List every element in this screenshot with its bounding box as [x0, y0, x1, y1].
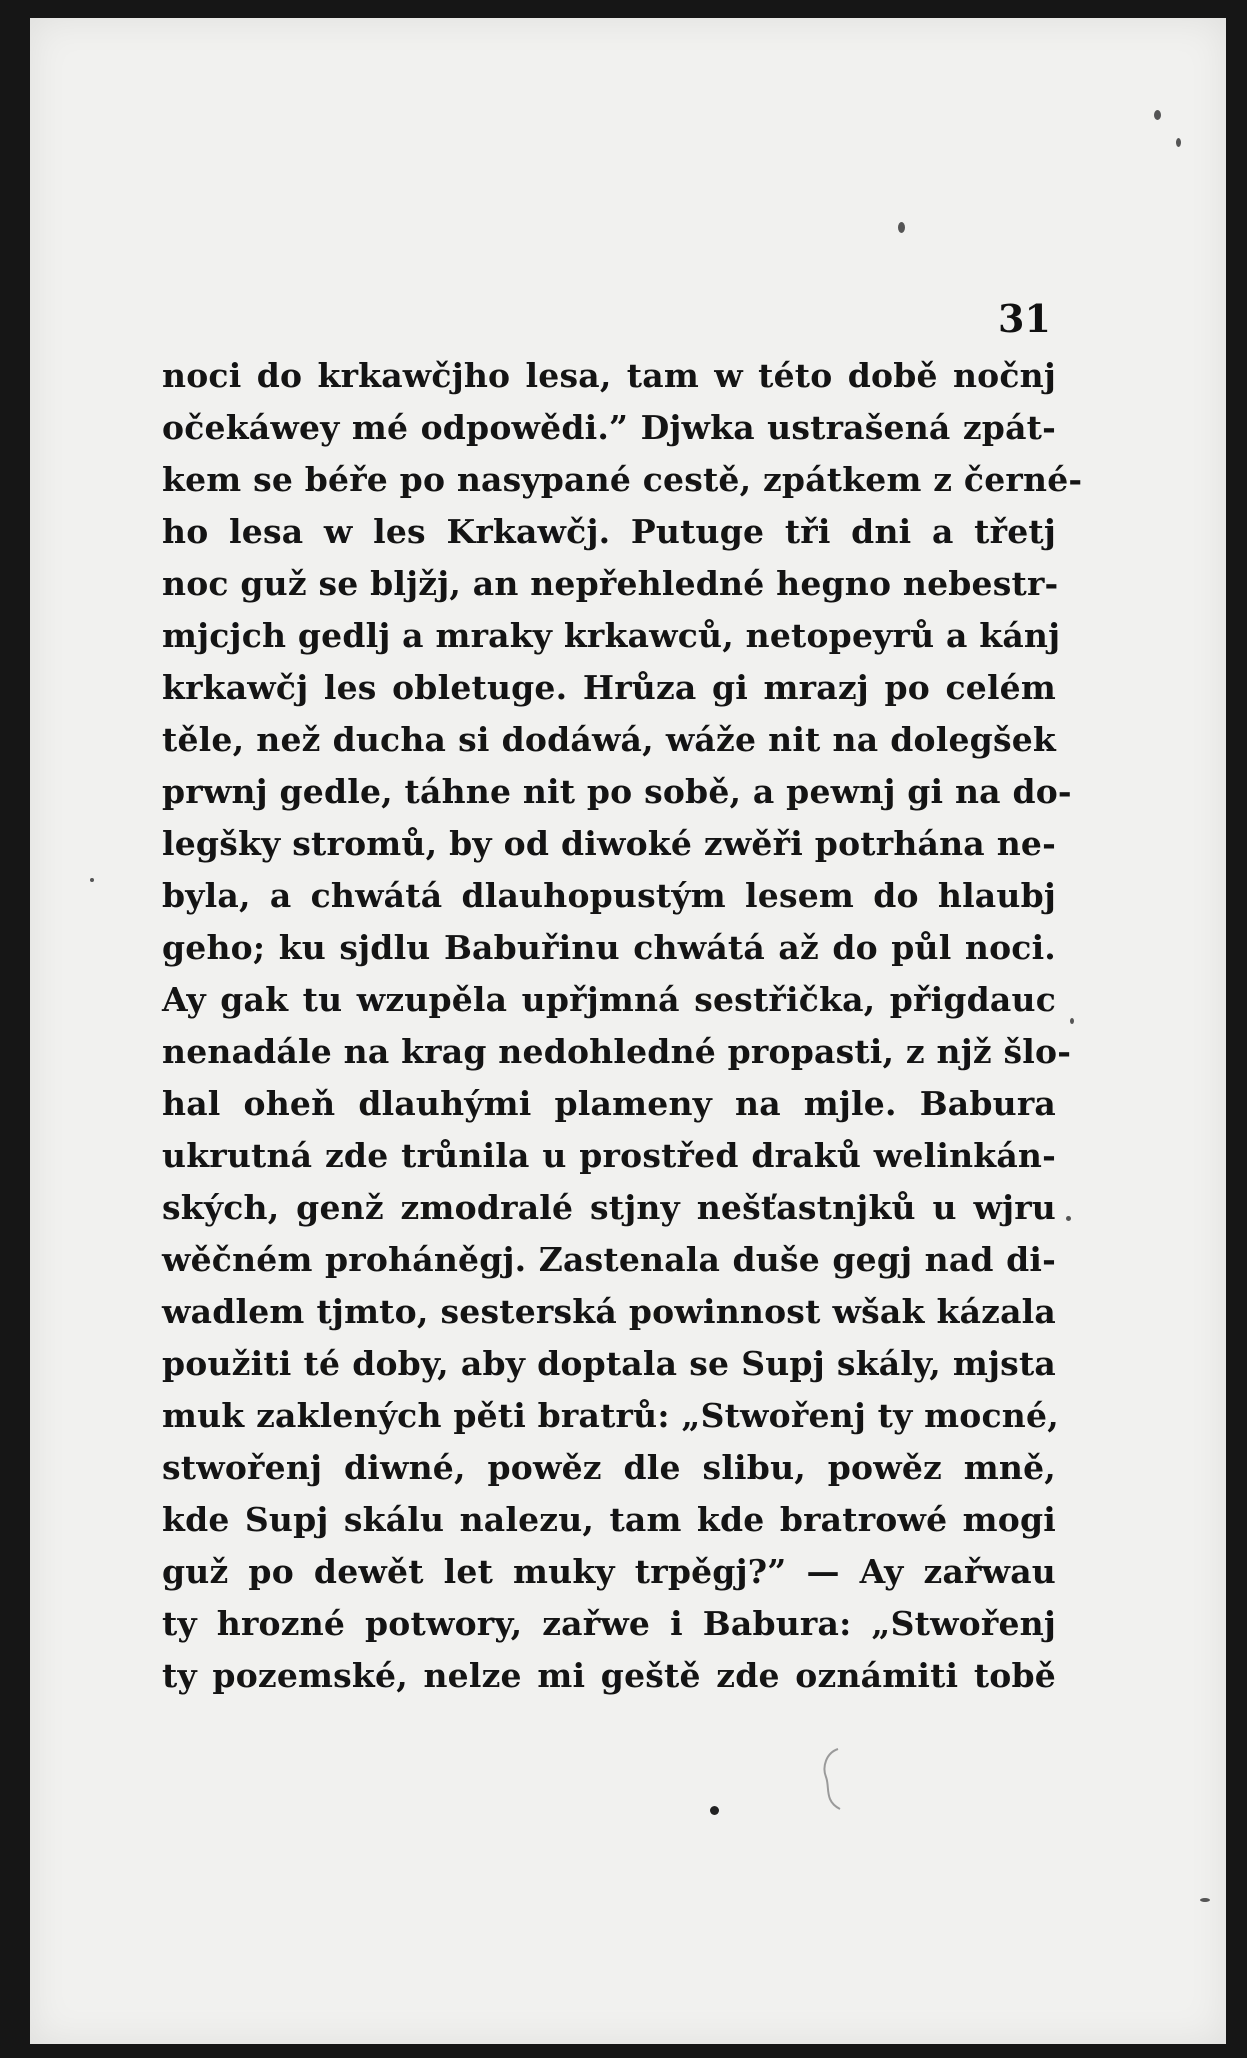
text-line: ukrutná zde trůnila u prostřed draků welinkán-: [162, 1136, 1056, 1175]
pencil-mark: [816, 1743, 850, 1815]
text-line: guž po dewět let muky trpěgj?” — Ay zařwau: [162, 1552, 1056, 1591]
text-line: očekáwey mé odpowědi.” Djwka ustrašená zpát-: [162, 408, 1056, 447]
scan-speck: [1176, 138, 1181, 147]
text-line: wadlem tjmto, sesterská powinnost wšak kázala: [162, 1292, 1056, 1331]
text-line: použiti té doby, aby doptala se Supj skály, mjsta: [162, 1344, 1056, 1383]
text-line: byla, a chwátá dlauhopustým lesem do hlaubj: [162, 876, 1056, 915]
text-line: stwořenj diwné, powěz dle slibu, powěz mně,: [162, 1448, 1056, 1487]
text-line: Ay gak tu wzupěla upřjmná sestřička, přigdauc: [162, 980, 1056, 1019]
text-line: kem se béře po nasypané cestě, zpátkem z černé-: [162, 460, 1083, 499]
scan-speck: [1066, 1216, 1071, 1221]
text-line: geho; ku sjdlu Babuřinu chwátá až do půl noci.: [162, 928, 1056, 967]
text-line: ských, genž zmodralé stjny nešťastnjků u wjru: [162, 1188, 1056, 1227]
scan-speck: [1200, 1898, 1210, 1902]
scan-speck: [1154, 110, 1161, 120]
text-line: krkawčj les obletuge. Hrůza gi mrazj po celém: [162, 668, 1056, 707]
text-line: ty hrozné potwory, zařwe i Babura: „Stwořenj: [162, 1604, 1056, 1643]
book-page: [30, 18, 1226, 2044]
text-line: těle, než ducha si dodáwá, wáže nit na dolegšek: [162, 720, 1056, 759]
text-line: prwnj gedle, táhne nit po sobě, a pewnj gi na do-: [162, 772, 1072, 811]
text-line: muk zaklených pěti bratrů: „Stwořenj ty mocné,: [162, 1396, 1059, 1435]
text-line: ho lesa w les Krkawčj. Putuge tři dni a třetj: [162, 512, 1056, 551]
body-text: [162, 350, 1083, 1702]
text-line: noc guž se bljžj, an nepřehledné hegno nebestr-: [162, 564, 1059, 603]
scan-speck: [90, 878, 94, 882]
text-line: kde Supj skálu nalezu, tam kde bratrowé mogi: [162, 1500, 1056, 1539]
scan-speck: [710, 1806, 719, 1815]
text-line: legšky stromů, by od diwoké zwěři potrhána ne-: [162, 824, 1056, 863]
scan-speck: [898, 222, 905, 233]
scan-speck: [1070, 1018, 1074, 1024]
text-line: mjcjch gedlj a mraky krkawců, netopeyrů a kánj: [162, 616, 1061, 655]
text-line: hal oheň dlauhými plameny na mjle. Babura: [162, 1084, 1056, 1123]
text-line: nenadále na krag nedohledné propasti, z njž šlo-: [162, 1032, 1072, 1071]
text-line: ty pozemské, nelze mi geště zde oznámiti tobě: [162, 1656, 1056, 1695]
page-number: 31: [998, 296, 1051, 341]
text-line: noci do krkawčjho lesa, tam w této době nočnj: [162, 356, 1056, 395]
text-line: wěčném proháněgj. Zastenala duše gegj nad di-: [162, 1240, 1056, 1279]
